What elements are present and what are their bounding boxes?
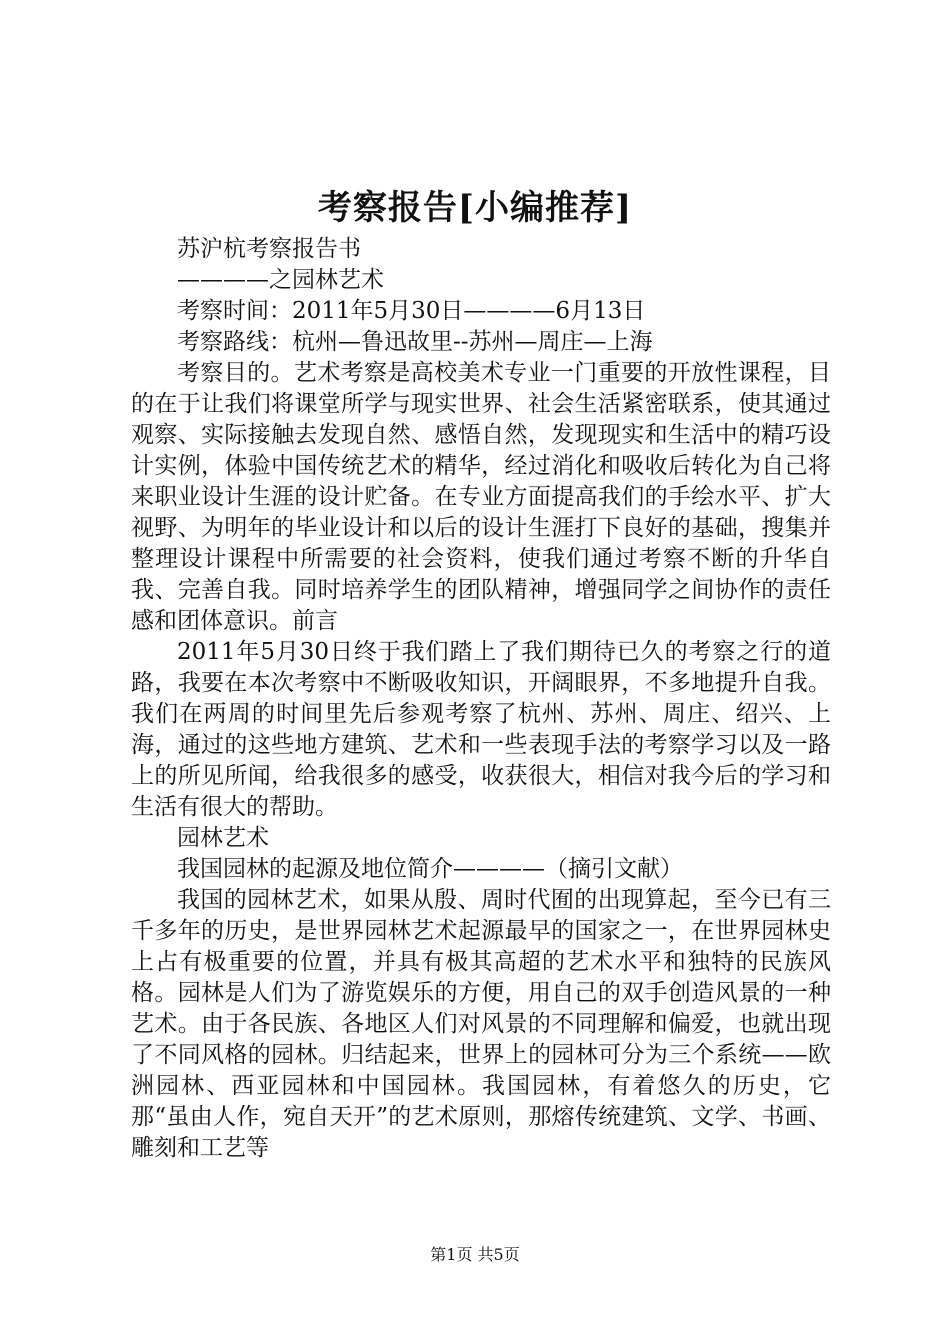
paragraph-route: 考察路线：杭州—鲁迅故里--苏州—周庄—上海 xyxy=(177,329,653,355)
paragraph-heading-origin: 我国园林的起源及地位简介————（摘引文献） xyxy=(177,856,683,882)
paragraph-theme: ————之园林艺术 xyxy=(177,267,384,293)
document-title: 考察报告[小编推荐] xyxy=(317,188,633,228)
paragraph-preface: 2011年5月30日终于我们踏上了我们期待已久的考察之行的道路，我要在本次考察中不断吸收知识，开阔眼界，不多地提升自我。我们在两周的时间里先后参观考察了杭州、苏州、周庄、绍兴、上海，通过的这些地方建筑、艺术和一些表现手法的考察学习以及一路上的所见所闻，给我很多的感受，收获很大，相信对我今后的学习和生活有很大的帮助。 xyxy=(131,639,831,820)
paragraph-time: 考察时间：2011年5月30日————6月13日 xyxy=(177,298,646,324)
paragraph-subtitle: 苏沪杭考察报告书 xyxy=(177,236,361,262)
paragraph-heading-garden-art: 园林艺术 xyxy=(177,825,269,851)
paragraph-purpose: 考察目的。艺术考察是高校美术专业一门重要的开放性课程，目的在于让我们将课堂所学与现实世界、社会生活紧密联系，使其通过观察、实际接触去发现自然、感悟自然，发现现实和生活中的精巧设计实例，体验中国传统艺术的精华，经过消化和吸收后转化为自己将来职业设计生涯的设计贮备。在专业方面提高我们的手绘水平、扩大视野、为明年的毕业设计和以后的设计生涯打下良好的基础，搜集并整理设计课程中所需要的社会资料，使我们通过考察不断的升华自我、完善自我。同时培养学生的团队精神，增强同学之间协作的责任感和团体意识。前言 xyxy=(131,360,831,634)
document-body xyxy=(131,234,831,1164)
paragraph-garden-history: 我国的园林艺术，如果从殷、周时代囿的出现算起，至今已有三千多年的历史，是世界园林艺术起源最早的国家之一，在世界园林史上占有极重要的位置，并具有极其高超的艺术水平和独特的民族风格。园林是人们为了游览娱乐的方便，用自己的双手创造风景的一种艺术。由于各民族、各地区人们对风景的不同理解和偏爱，也就出现了不同风格的园林。归结起来，世界上的园林可分为三个系统——欧洲园林、西亚园林和中国园林。我国园林，有着悠久的历史，它那“虽由人作，宛自天开”的艺术原则，那熔传统建筑、文学、书画、雕刻和工艺等 xyxy=(131,887,831,1161)
page-footer: 第1页 共5页 xyxy=(430,1245,520,1264)
